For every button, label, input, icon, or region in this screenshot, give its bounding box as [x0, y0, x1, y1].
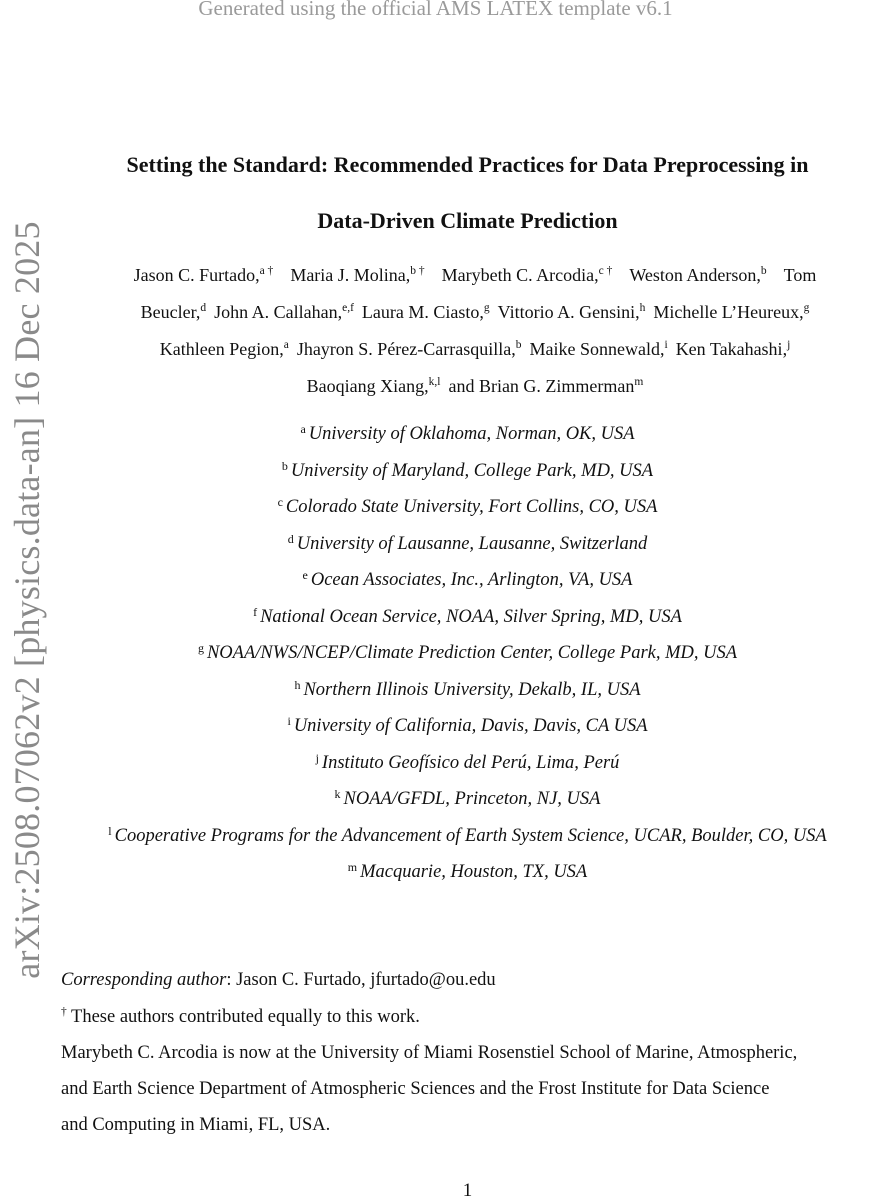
- affiliation-text: University of Oklahoma, Norman, OK, USA: [308, 424, 635, 444]
- paper-title-line-1: Setting the Standard: Recommended Practices for Data Preprocessing in: [126, 152, 809, 177]
- affiliation-label: e: [302, 568, 308, 582]
- author: [653, 302, 809, 322]
- author-affiliation-mark: j: [787, 339, 791, 351]
- affiliation-label: h: [294, 677, 301, 692]
- affiliation-text: Ocean Associates, Inc., Arlington, VA, USA: [310, 570, 633, 590]
- author-affiliation-mark: b: [515, 339, 522, 351]
- paper-title-line-2: Data-Driven Climate Prediction: [317, 208, 618, 233]
- author-line: [60, 376, 871, 397]
- affiliation-label: g: [197, 641, 204, 655]
- author-affiliation-mark: i: [664, 339, 668, 351]
- affiliation-label: k: [334, 787, 341, 801]
- author-affiliation-mark: k,l: [428, 376, 441, 388]
- author: [160, 339, 289, 359]
- author-line: [60, 339, 871, 360]
- affiliation-label: c: [277, 495, 283, 509]
- equal-contribution-note: [61, 1007, 420, 1028]
- affiliation-text: Instituto Geofísico del Perú, Lima, Perú: [321, 752, 620, 773]
- affiliation-text: Cooperative Programs for the Advancement of Earth System Science, UCAR, Boulder, CO, USA: [114, 825, 827, 846]
- affiliation-j: [0, 751, 871, 774]
- page-number: 1: [462, 1180, 473, 1201]
- author-affiliation-mark: a †: [259, 265, 274, 277]
- affiliation-text: Macquarie, Houston, TX, USA: [360, 862, 588, 882]
- template-header: Generated using the official AMS LATEX template v6.1: [198, 0, 673, 20]
- affiliation-text: Northern Illinois University, Dekalb, IL, USA: [303, 679, 641, 700]
- author-name: Laura M. Ciasto,: [361, 302, 484, 322]
- arxiv-identifier: arXiv:2508.07062v2 [physics.data-an] 16 Dec 2025: [7, 221, 47, 979]
- author-affiliation-mark: c †: [598, 265, 613, 277]
- affiliation-text: University of California, Davis, Davis, CA USA: [293, 716, 648, 736]
- affiliation-k: [0, 787, 871, 810]
- affiliation-label: b: [281, 458, 288, 473]
- author: [676, 339, 791, 359]
- affiliation-label: f: [253, 604, 258, 619]
- author-name: Maria J. Molina,: [290, 265, 411, 285]
- author-name: Vittorio A. Gensini,: [497, 302, 640, 322]
- author-name: Jason C. Furtado,: [133, 265, 260, 285]
- author-name: Kathleen Pegion,: [159, 339, 284, 359]
- author-affiliation-mark: a: [283, 339, 289, 351]
- author: [530, 339, 668, 359]
- equal-contribution-text: These authors contributed equally to this work.: [66, 1007, 420, 1027]
- affiliation-m: [0, 860, 871, 883]
- affiliation-text: Colorado State University, Fort Collins, CO, USA: [285, 497, 658, 517]
- author-name: John A. Callahan,: [214, 302, 343, 322]
- author-affiliation-mark: e,f: [342, 302, 354, 314]
- affiliation-text: University of Maryland, College Park, MD, USA: [290, 460, 654, 481]
- affiliation-l: [0, 824, 871, 847]
- author: [448, 376, 643, 396]
- author-name: Michelle L’Heureux,: [653, 302, 804, 322]
- author-affiliation-mark: g: [483, 302, 490, 314]
- author: [307, 376, 441, 396]
- author: [784, 265, 817, 285]
- author-name: Beucler,: [140, 302, 201, 322]
- affiliation-c: [0, 495, 871, 518]
- affiliation-text: University of Lausanne, Lausanne, Switzerland: [296, 533, 648, 554]
- author-name: Maike Sonnewald,: [529, 339, 665, 359]
- author: [498, 302, 646, 322]
- affiliation-h: [0, 678, 871, 701]
- arcodia-note-line-1: Marybeth C. Arcodia is now at the University of Miami Rosenstiel School of Marine, Atmospheric,: [61, 1043, 798, 1063]
- affiliation-label: l: [108, 823, 112, 838]
- affiliation-text: National Ocean Service, NOAA, Silver Spring, MD, USA: [260, 606, 682, 627]
- author: [297, 339, 522, 359]
- author-name: Weston Anderson,: [629, 265, 761, 285]
- author-affiliation-mark: b: [760, 265, 767, 277]
- dagger-symbol: †: [61, 1006, 67, 1018]
- affiliation-d: [0, 532, 871, 555]
- author-name: Marybeth C. Arcodia,: [441, 265, 599, 285]
- author: [362, 302, 490, 322]
- author-name: Tom: [783, 265, 817, 285]
- author: [134, 265, 274, 285]
- arcodia-note-line-3: and Computing in Miami, FL, USA.: [61, 1115, 331, 1135]
- author-affiliation-mark: d: [200, 302, 207, 314]
- author-name: Baoqiang Xiang,: [306, 376, 429, 396]
- affiliation-label: d: [287, 531, 294, 546]
- author-line: [60, 265, 871, 286]
- author-affiliation-mark: h: [639, 302, 646, 314]
- author: [141, 302, 207, 322]
- corresponding-author-text: : Jason C. Furtado, jfurtado@ou.edu: [226, 970, 496, 990]
- affiliation-text: NOAA/GFDL, Princeton, NJ, USA: [343, 789, 601, 809]
- author-name: Jhayron S. Pérez-Carrasquilla,: [296, 339, 516, 359]
- author: [442, 265, 613, 285]
- affiliation-g: [0, 641, 871, 664]
- author-name: and Brian G. Zimmerman: [448, 376, 635, 396]
- author-affiliation-mark: g: [803, 302, 810, 314]
- affiliation-label: j: [315, 750, 319, 765]
- affiliation-b: [0, 459, 871, 482]
- author: [629, 265, 766, 285]
- author-line: [60, 302, 871, 323]
- affiliation-e: [0, 568, 871, 591]
- affiliation-i: [0, 714, 871, 737]
- affiliation-label: a: [300, 422, 306, 436]
- affiliation-text: NOAA/NWS/NCEP/Climate Prediction Center, College Park, MD, USA: [206, 643, 738, 663]
- affiliation-label: i: [287, 714, 291, 728]
- affiliation-f: [0, 605, 871, 628]
- corresponding-author-note: [61, 970, 496, 991]
- corresponding-author-label: Corresponding author: [61, 970, 227, 990]
- author-affiliation-mark: b †: [410, 265, 425, 277]
- author: [290, 265, 424, 285]
- affiliation-label: m: [347, 860, 358, 874]
- affiliation-a: [0, 422, 871, 445]
- author-name: Ken Takahashi,: [675, 339, 788, 359]
- author: [214, 302, 354, 322]
- author-affiliation-mark: m: [634, 376, 644, 388]
- arcodia-note-line-2: and Earth Science Department of Atmospheric Sciences and the Frost Institute for Data Science: [61, 1079, 770, 1099]
